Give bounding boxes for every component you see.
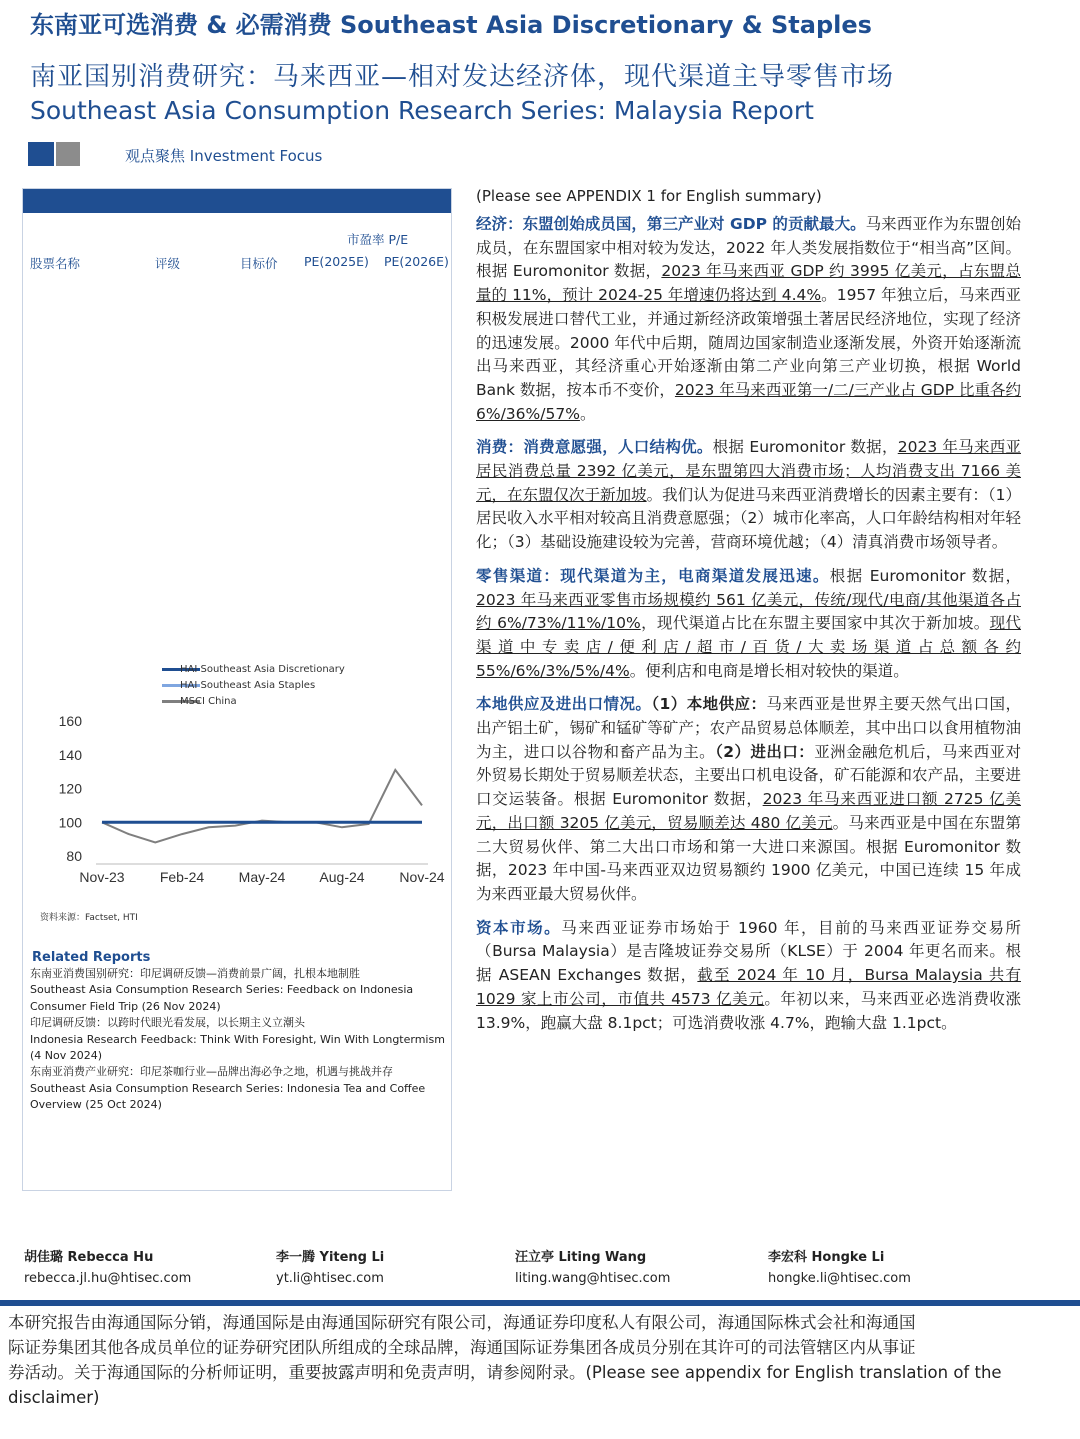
- english-summary-note: (Please see APPENDIX 1 for English summary): [476, 187, 822, 205]
- related-item[interactable]: Southeast Asia Consumption Research Series: Feedback on Indonesia Consumer Field Trip (26 Nov 2024): [30, 983, 414, 1013]
- x-tick-label: May-24: [238, 869, 286, 885]
- investment-focus-label: 观点聚焦 Investment Focus: [125, 147, 323, 165]
- related-item[interactable]: 印尼调研反馈：以跨时代眼光看发展，以长期主义立潮头: [30, 1016, 305, 1030]
- report-title-en: Southeast Asia Consumption Research Series: Malaysia Report: [30, 96, 814, 125]
- legend-msci: MSCI China: [180, 696, 237, 707]
- disclaimer: [8, 1310, 1080, 1410]
- author-3: [515, 1246, 670, 1286]
- chart-source: 资料来源：Factset, HTI: [40, 913, 138, 923]
- y-tick-label: 100: [58, 814, 82, 831]
- performance-chart: [24, 658, 454, 898]
- legend-staples: HAI Southeast Asia Staples: [180, 680, 316, 691]
- x-tick-label: Feb-24: [159, 869, 205, 885]
- disclaimer-line: disclaimer): [8, 1388, 100, 1407]
- author-name: 胡佳璐 Rebecca Hu: [24, 1250, 154, 1265]
- y-tick-label: 160: [58, 713, 82, 729]
- author-email[interactable]: rebecca.jl.hu@htisec.com: [24, 1271, 192, 1286]
- related-reports-title: Related Reports: [32, 950, 151, 965]
- author-4: [768, 1246, 911, 1286]
- consumption-heading: 消费：消费意愿强，人口结构优。: [476, 438, 713, 457]
- legend-discretionary: HAI Southeast Asia Discretionary: [180, 664, 345, 675]
- author-email[interactable]: hongke.li@htisec.com: [768, 1271, 911, 1286]
- related-item[interactable]: Southeast Asia Consumption Research Series: Indonesia Tea and Coffee Overview (25 Oct 2024): [30, 1081, 426, 1112]
- related-reports-list: [30, 966, 450, 1114]
- col-stock-name: 股票名称: [30, 256, 81, 271]
- col-rating: 评级: [155, 256, 181, 271]
- x-tick-label: Nov-23: [79, 869, 125, 885]
- related-item[interactable]: Indonesia Research Feedback: Think With Foresight, Win With Longtermism (4 Nov 2024): [30, 1032, 445, 1063]
- y-tick-label: 80: [66, 848, 82, 864]
- related-item[interactable]: 东南亚消费产业研究：印尼茶咖行业—品牌出海必争之地，机遇与挑战并存: [30, 1065, 393, 1079]
- section-consumption: 消费：消费意愿强，人口结构优。根据 Euromonitor 数据，2023 年马来西亚居民消费总量 2392 亿美元，是东盟第四大消费市场；人均消费支出 7166 美元，在东盟仅次于新加坡。我们认为促进马来西亚消费增长的因素主要有：（1）居民收入水平相对较高且消费意愿强；（2）城市化率高，人口年龄结构相对年轻化；（3）基础设施建设较为完善，营商环境优越；（4）清真消费市场领导者。: [476, 438, 1021, 552]
- col-pe-2026e: PE(2026E): [384, 254, 449, 269]
- author-name: 李一腾 Yiteng Li: [276, 1250, 385, 1265]
- y-tick-label: 120: [58, 780, 82, 797]
- chart-plot: [24, 658, 454, 898]
- col-target-price: 目标价: [240, 256, 278, 271]
- author-email[interactable]: yt.li@htisec.com: [276, 1271, 384, 1286]
- related-item[interactable]: 东南亚消费国别研究：印尼调研反馈—消费前景广阔，扎根本地制胜: [30, 967, 360, 980]
- capital-heading: 资本市场。: [476, 918, 562, 937]
- section-capital-market: 资本市场。马来西亚证券市场始于 1960 年，目前的马来西亚证券交易所（Bursa Malaysia）是吉隆坡证券交易所（KLSE）于 2004 年更名而来。根据 ASEAN Exchanges 数据，截至 2024 年 10 月，Bursa Malaysia 共有 1029 家上市公司，市值共 4573 亿美元。年初以来，马来西亚必选消费收涨 13.9%，跑赢大盘 8.1pct；可选消费收涨 4.7%，跑输大盘 1.1pct。: [476, 918, 1021, 1032]
- section-retail-channels: 零售渠道：现代渠道为主，电商渠道发展迅速。根据 Euromonitor 数据，2023 年马来西亚零售市场规模约 561 亿美元，传统/现代/电商/其他渠道各占约 6%/73%/11%/10%，现代渠道占比在东盟主要国家中其次于新加坡。现代渠道中专卖店/便利店/超市/百货/大卖场渠道占总额各约 55%/6%/3%/5%/4%。便利店和电商是增长相对较快的渠道。: [476, 566, 1021, 680]
- x-tick-label: Nov-24: [399, 869, 445, 885]
- author-email[interactable]: liting.wang@htisec.com: [515, 1271, 671, 1286]
- focus-marker-grey: [56, 142, 80, 166]
- focus-marker: [28, 142, 80, 166]
- series-line-msci-china: [102, 770, 422, 843]
- retail-heading: 零售渠道：现代渠道为主，电商渠道发展迅速。: [476, 566, 830, 585]
- disclaimer-line: 本研究报告由海通国际分销，海通国际是由海通国际研究有限公司，海通证券印度私人有限公司，海通国际株式会社和海通国: [8, 1313, 916, 1332]
- focus-marker-blue: [28, 142, 54, 166]
- supply-heading: 本地供应及进出口情况。: [476, 695, 652, 714]
- col-pe-2025e: PE(2025E): [304, 254, 369, 269]
- author-name: 李宏科 Hongke Li: [768, 1250, 885, 1265]
- category-title-cn: 东南亚可选消费 & 必需消费: [30, 11, 332, 39]
- section-economy: 经济：东盟创始成员国，第三产业对 GDP 的贡献最大。马来西亚作为东盟创始成员，在东盟国家中相对较为发达，2022 年人类发展指数位于“相当高”区间。根据 Euromonitor 数据，2023 年马来西亚 GDP 约 3995 亿美元，占东盟总量的 11%，预计 2024-25 年增速仍将达到 4.4%。1957 年独立后，马来西亚积极发展进口替代工业，并通过新经济政策增强土著居民经济地位，实现了经济的迅速发展。2000 年代中后期，随周边国家制造业逐渐发展，外资开始逐渐流出马来西亚，其经济重心开始逐渐由第二产业向第三产业切换，根据 World Bank 数据，按本币不变价，2023 年马来西亚第一/二/三产业占 GDP 比重各约 6%/36%/57%。: [476, 215, 1021, 423]
- section-supply-trade: 本地供应及进出口情况。（1）本地供应：马来西亚是世界主要天然气出口国，出产铝土矿，锡矿和锰矿等矿产；农产品贸易总体顺差，其中出口以食用植物油为主，进口以谷物和畜产品为主。（2）进出口：亚洲金融危机后，马来西亚对外贸易长期处于贸易顺差状态，主要出口机电设备，矿石能源和农产品，主要进口交运装备。根据 Euromonitor 数据，2023 年马来西亚进口额 2725 亿美元，出口额 3205 亿美元，贸易顺差达 480 亿美元。马来西亚是中国在东盟第二大贸易伙伴、第二大出口市场和第一大进口来源国。根据 Euromonitor 数据，2023 年中国-马来西亚双边贸易额约 1900 亿美元，中国已连续 15 年成为来西亚最大贸易伙伴。: [476, 695, 1021, 903]
- author-2: [276, 1246, 384, 1286]
- y-tick-label: 140: [58, 746, 82, 763]
- category-title-en: Southeast Asia Discretionary & Staples: [340, 11, 872, 39]
- economy-heading: 经济：东盟创始成员国，第三产业对 GDP 的贡献最大。: [476, 215, 866, 233]
- disclaimer-line: 际证券集团其他各成员单位的证券研究团队所组成的全球品牌，海通国际证券集团各成员分别在其许可的司法管辖区内从事证: [8, 1338, 916, 1357]
- main-body: [476, 187, 1021, 1045]
- footer-divider: [0, 1300, 1080, 1306]
- sidebar-top-bar: [23, 189, 451, 213]
- disclaimer-line: 券活动。关于海通国际的分析师证明，重要披露声明和免责声明，请参阅附录。(Please see appendix for English translation of the: [8, 1363, 1002, 1382]
- x-tick-label: Aug-24: [319, 869, 365, 885]
- pe-header: 市盈率 P/E: [347, 232, 409, 247]
- report-title-cn: 南亚国别消费研究：马来西亚—相对发达经济体，现代渠道主导零售市场: [30, 62, 895, 92]
- author-1: [24, 1246, 191, 1286]
- report-category-title: [30, 5, 872, 40]
- author-name: 汪立亭 Liting Wang: [515, 1250, 647, 1265]
